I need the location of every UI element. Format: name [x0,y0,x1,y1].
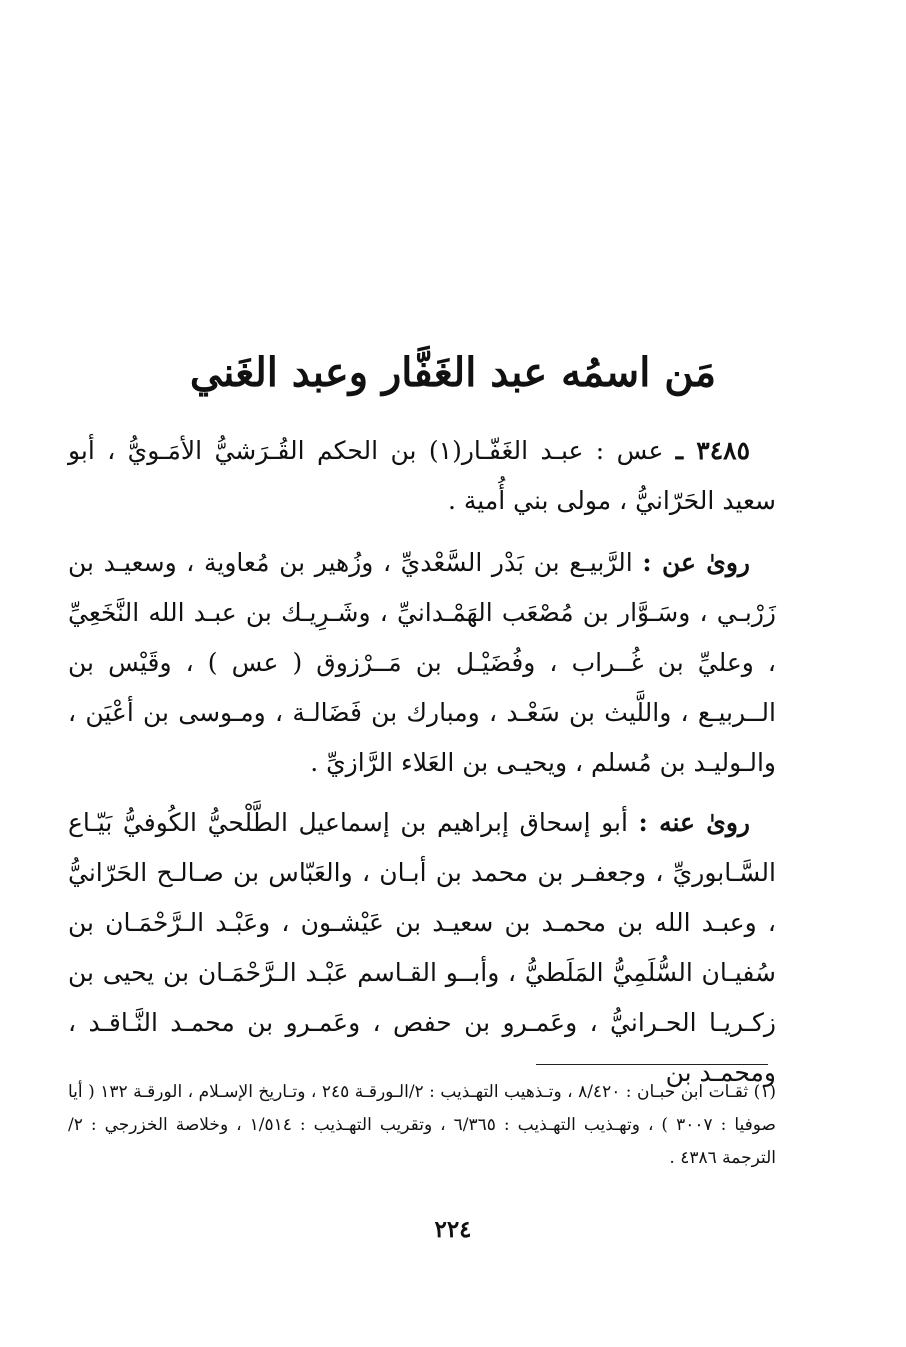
narrated-from-text: الرَّبيـع بن بَدْر السَّعْديِّ ، وزُهير بن مُعاوية ، وسعيـد بن زَرْبـي ، وسَـوَّار بن مُصْعَب الهَمْـدانيِّ ، وشَـرِيـك بن عبـد الله النَّخَعِيِّ ، وعليِّ بن غُــراب ، وفُضَيْـل بن مَــرْزوق ( عس ) ، وقَيْس بن الــربيـع ، واللَّيث بن سَعْـد ، ومبارك بن فَضَالـة ، ومـوسى بن أعْيَن ، والـوليـد بن مُسلم ، ويحيـى بن العَلاء الرَّازيِّ . [68,548,776,777]
narrated-from-paragraph [68,538,776,788]
narrated-by-paragraph [68,798,776,1098]
entry-text: عس : عبـد الغَفّـار(١) بن الحكم القُـرَشيُّ الأمَـويُّ ، أبو سعيد الحَرّانيُّ ، مولى بني أُمية . [68,436,776,515]
footnote-divider [536,1064,768,1065]
footnote: (١) ثقـات ابن حبـان : ٨/٤٢٠ ، وتـذهيب التهـذيب : ٢/الـورقـة ٢٤٥ ، وتـاريخ الإسـلام ، الورقـة ١٣٢ ( أيا صوفيا : ٣٠٠٧ ) ، وتهـذيب التهـذيب : ٦/٣٦٥ ، وتقريب التهـذيب : ١/٥١٤ ، وخلاصة الخزرجي : ٢/الترجمة ٤٣٨٦ . [68,1082,776,1168]
narrated-from-label: روىٰ عن : [642,548,751,577]
narrated-by-text: أبو إسحاق إبراهيم بن إسماعيل الطَّلْحيُّ الكُوفيُّ بَيّـاع السَّـابوريِّ ، وجعفـر بن محمد بن أبـان ، والعَبّاس بن صـالـح الحَرّانيُّ ، وعبـد الله بن محمـد بن سعيـد بن عَيْشـون ، وعَبْـد الـرَّحْمَـان بن سُفيـان السُّلَمِيُّ المَلَطيُّ ، وأبــو القـاسم عَبْـد الـرَّحْمَـان بن يحيى بن زكـريـا الحـرانيُّ ، وعَمـرو بن حفص ، وعَمـرو بن محمـد النَّـاقـد ، ومحمـد بن [68,808,776,1087]
page-number: ٢٢٤ [434,1216,472,1243]
narrated-by-label: روىٰ عنه : [638,808,751,837]
section-heading: مَن اسمُه عبد الغَفَّار وعبد الغَني [189,349,717,396]
biography-entry [68,426,776,526]
entry-number: ٣٤٨٥ ـ [675,436,750,465]
